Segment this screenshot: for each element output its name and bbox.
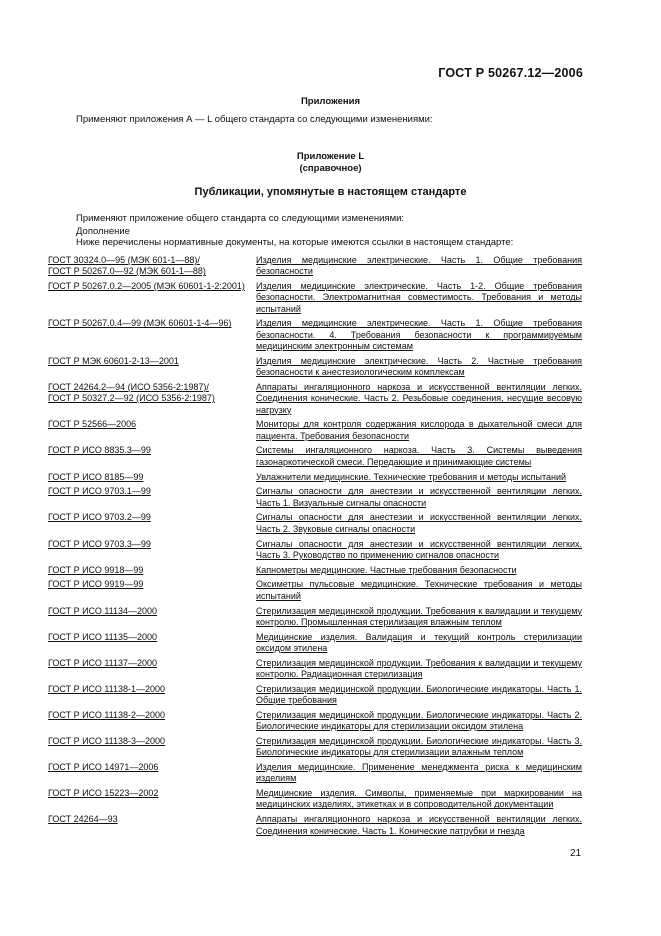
reference-code	[48, 281, 256, 315]
appendix-kind: (справочное)	[299, 163, 362, 174]
reference-title: Аппараты ингаляционного наркоза и искусственной вентиляции легких. Соединения конические. Часть 1. Конические патрубки и гнезда	[256, 814, 582, 836]
reference-title: Изделия медицинские. Применение менеджмента риска к медицинским изделиям	[256, 762, 582, 784]
reference-code	[48, 356, 256, 379]
reference-code-line: ГОСТ 30324.0—95 (МЭК 601-1—88)/	[48, 255, 200, 265]
reference-row	[48, 419, 582, 442]
reference-code-line: ГОСТ Р МЭК 60601-2-13—2001	[48, 355, 179, 366]
document-code: ГОСТ Р 50267.12—2006	[438, 66, 583, 80]
reference-title: Аппараты ингаляционного наркоза и искусственной вентиляции легких. Соединения конические. Часть 2. Резьбовые соединения, несущие весовую нагрузку	[256, 381, 582, 415]
annexes-heading: Приложения	[300, 96, 361, 107]
reference-code-line: ГОСТ Р ИСО 9703.2—99	[48, 512, 151, 523]
reference-code-line: ГОСТ Р ИСО 11137—2000	[48, 657, 158, 668]
reference-code-line: ГОСТ Р ИСО 11135—2000	[48, 631, 158, 642]
reference-title: Системы ингаляционного наркоза. Часть 3. Системы выведения газонаркотической смеси. Передающие и принимающие системы	[256, 445, 582, 467]
reference-row	[48, 472, 582, 483]
reference-row	[48, 606, 582, 629]
reference-code-line: ГОСТ Р ИСО 8185—99	[48, 471, 144, 482]
reference-code-line: ГОСТ Р ИСО 14971—2006	[48, 762, 159, 773]
reference-title: Изделия медицинские электрические. Часть 2. Частные требования безопасности к анестезиологическим комплексам	[256, 355, 582, 378]
reference-title: Мониторы для контроля содержания кислорода в дыхательной смеси для пациента. Требования безопасности	[256, 419, 582, 441]
reference-title: Изделия медицинские электрические. Часть 1-2. Общие требования безопасности. Электромагнитная совместимость. Требования и методы испытаний	[256, 281, 582, 314]
reference-code	[48, 255, 256, 278]
reference-code	[48, 512, 256, 535]
reference-title: Капнометры медицинские. Частные требования безопасности	[256, 564, 517, 575]
reference-code-line: ГОСТ Р ИСО 9918—99	[48, 564, 144, 575]
annexes-intro: Применяют приложения А — L общего стандарта со следующими изменениями:	[76, 114, 433, 125]
reference-code-line: ГОСТ Р ИСО 15223—2002	[48, 788, 159, 799]
reference-row	[48, 762, 582, 785]
reference-row	[48, 684, 582, 707]
reference-code	[48, 788, 256, 811]
reference-code-line: ГОСТ Р ИСО 11138-2—2000	[48, 709, 166, 720]
reference-title: Изделия медицинские электрические. Часть 1. Общие требования безопасности. 4. Требования безопасности к программируемым медицинским электронным системам	[256, 318, 582, 352]
reference-code-line: ГОСТ Р 50267.0.2—2005 (МЭК 60601-1-2:2001)	[48, 281, 245, 292]
reference-code	[48, 486, 256, 509]
reference-code-line: ГОСТ Р 52566—2006	[48, 419, 137, 430]
reference-row	[48, 539, 582, 562]
reference-row	[48, 445, 582, 468]
reference-code-line: ГОСТ Р 50267.0—92 (МЭК 601-1—88)	[48, 266, 206, 277]
reference-title: Стерилизация медицинской продукции. Требования к валидации и текущему контролю. Промышленная стерилизация влажным теплом	[256, 605, 582, 627]
reference-row	[48, 814, 582, 837]
reference-code	[48, 539, 256, 562]
reference-title: Стерилизация медицинской продукции. Биологические индикаторы. Часть 3. Биологические индикаторы для стерилизации влажным теплом	[256, 735, 582, 758]
reference-code	[48, 710, 256, 733]
reference-row	[48, 356, 582, 379]
reference-title: Изделия медицинские электрические. Часть 1. Общие требования безопасности	[256, 255, 582, 277]
reference-row	[48, 788, 582, 811]
reference-code	[48, 632, 256, 655]
reference-code-line: ГОСТ Р ИСО 9703.1—99	[48, 486, 151, 497]
reference-title: Оксиметры пульсовые медицинские. Технические требования и методы испытаний	[256, 579, 582, 601]
reference-row	[48, 658, 582, 681]
reference-row	[48, 632, 582, 655]
reference-row	[48, 255, 582, 278]
appendix-addition-label: Дополнение	[76, 226, 130, 237]
reference-row	[48, 565, 582, 576]
publications-heading: Публикации, упомянутые в настоящем стандарте	[194, 186, 467, 198]
appendix-paragraph: Применяют приложение общего стандарта со следующими изменениями:	[76, 213, 405, 224]
page-number: 21	[570, 848, 582, 859]
reference-code	[48, 579, 256, 602]
references-list	[48, 255, 582, 840]
reference-title: Медицинские изделия. Валидация и текущий контроль стерилизации оксидом этилена	[256, 631, 582, 653]
reference-code-line: ГОСТ Р 50327.2—92 (ИСО 5356-2:1987)	[48, 393, 215, 404]
reference-code	[48, 736, 256, 759]
reference-title: Стерилизация медицинской продукции. Требования к валидации и текущему контролю. Радиационная стерилизация	[256, 657, 582, 679]
reference-title: Сигналы опасности для анестезии и искусственной вентиляции легких. Часть 3. Руководство по применению сигналов опасности	[256, 538, 582, 560]
reference-code	[48, 658, 256, 681]
reference-title: Медицинские изделия. Символы, применяемые при маркировании на медицинских изделиях, этикетках и в сопроводительной документации	[256, 788, 582, 810]
reference-title: Стерилизация медицинской продукции. Биологические индикаторы. Часть 1. Общие требования	[256, 683, 582, 706]
reference-code-line: ГОСТ 24264—93	[48, 814, 118, 825]
reference-row	[48, 579, 582, 602]
reference-code-line: ГОСТ Р ИСО 9919—99	[48, 579, 144, 590]
reference-code	[48, 445, 256, 468]
reference-title: Стерилизация медицинской продукции. Биологические индикаторы. Часть 2. Биологические индикаторы для стерилизации оксидом этилена	[256, 709, 582, 732]
reference-code-line: ГОСТ Р ИСО 11134—2000	[48, 605, 158, 616]
reference-row	[48, 281, 582, 315]
reference-title: Сигналы опасности для анестезии и искусственной вентиляции легких. Часть 2. Звуковые сигналы опасности	[256, 512, 582, 534]
reference-code-line: ГОСТ 24264.2—94 (ИСО 5356-2:1987)/	[48, 381, 209, 392]
appendix-paragraph: Ниже перечислены нормативные документы, на которые имеются ссылки в настоящем стандарте:	[76, 237, 514, 248]
reference-row	[48, 486, 582, 509]
reference-title: Увлажнители медицинские. Технические требования и методы испытаний	[256, 471, 567, 482]
reference-code	[48, 419, 256, 442]
reference-code-line: ГОСТ Р ИСО 11138-3—2000	[48, 735, 166, 746]
reference-code-line: ГОСТ Р ИСО 8835.3—99	[48, 445, 151, 456]
reference-code	[48, 472, 256, 483]
reference-row	[48, 512, 582, 535]
reference-code	[48, 762, 256, 785]
reference-code-line: ГОСТ Р ИСО 9703.3—99	[48, 538, 151, 549]
reference-code	[48, 382, 256, 416]
reference-code-line: ГОСТ Р 50267.0.4—99 (МЭК 60601-1-4—96)	[48, 318, 232, 329]
reference-code	[48, 814, 256, 837]
reference-code	[48, 684, 256, 707]
appendix-title: Приложение L	[296, 151, 365, 162]
reference-title: Сигналы опасности для анестезии и искусственной вентиляции легких. Часть 1. Визуальные сигналы опасности	[256, 486, 582, 508]
reference-code	[48, 565, 256, 576]
reference-code	[48, 606, 256, 629]
reference-code-line: ГОСТ Р ИСО 11138-1—2000	[48, 683, 166, 694]
reference-row	[48, 736, 582, 759]
reference-row	[48, 382, 582, 416]
reference-code	[48, 318, 256, 352]
reference-row	[48, 710, 582, 733]
reference-row	[48, 318, 582, 352]
